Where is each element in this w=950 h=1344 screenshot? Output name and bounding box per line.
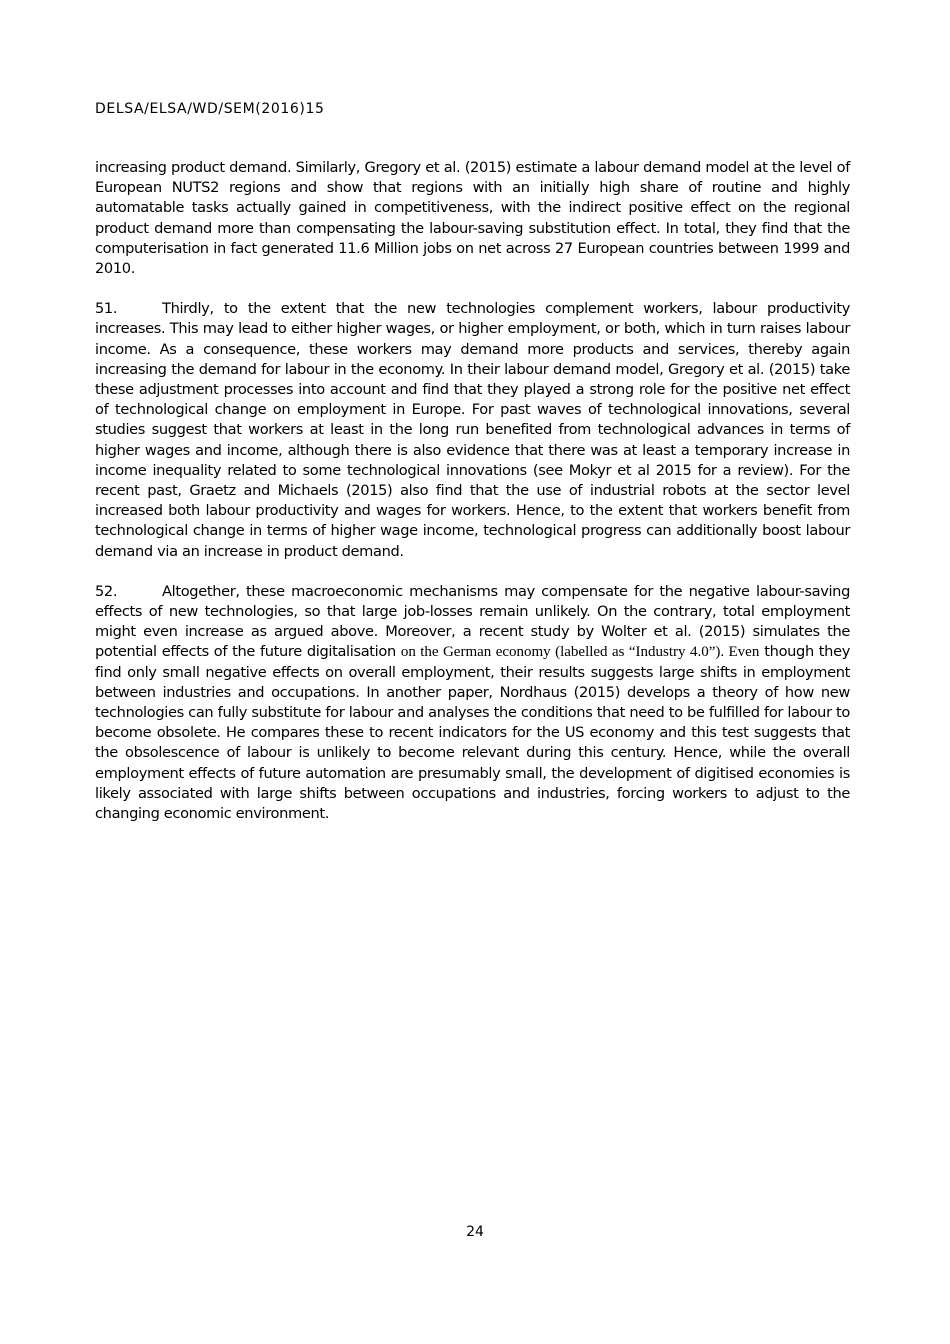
paragraph-text-serif: on the German economy (labelled as “Industry 4.0”). Even	[400, 644, 760, 661]
paragraph-51	[95, 299, 850, 562]
paragraph-text: Thirdly, to the extent that the new technologies complement workers, labour productivity increases. This may lead to either higher wages, or higher employment, or both, which in turn raises labour income. As a consequence, these workers may demand more products and services, thereby again increasing the demand for labour in the economy. In their labour demand model, Gregory et al. (2015) take these adjustment processes into account and find that they played a strong role for the positive net effect of technological change on employment in Europe. For past waves of technological innovations, several studies suggest that workers at least in the long run benefited from technological advances in terms of higher wages and income, although there is also evidence that there was at least a temporary increase in income inequality related to some technological innovations (see Mokyr et al 2015 for a review). For the recent past, Graetz and Michaels (2015) also find that the use of industrial robots at the sector level increased both labour productivity and wages for workers. Hence, to the extent that workers benefit from technological change in terms of higher wage income, technological progress can additionally boost labour demand via an increase in product demand.	[95, 300, 850, 560]
paragraph-continued	[95, 158, 850, 279]
document-body	[95, 158, 850, 844]
paragraph-52	[95, 582, 850, 824]
document-id-header: DELSA/ELSA/WD/SEM(2016)15	[95, 101, 325, 117]
page-number: 24	[466, 1224, 484, 1240]
paragraph-number: 51.	[95, 300, 118, 318]
paragraph-number: 52.	[95, 582, 118, 600]
paragraph-text-part-1: Altogether, these macroeconomic mechanisms may compensate for the negative labour-saving effects of new technologies, so that large job-losses remain unlikely. On the contrary, total employment might even increase as argued above. Moreover, a recent study by Wolter et al. (2015) simulates the potential effects of the future digitalisation	[95, 582, 850, 661]
paragraph-text-part-3: though they find only small negative effects on overall employment, their results suggests large shifts in employment between industries and occupations. In another paper, Nordhaus (2015) develops a theory of how new technologies can fully substitute for labour and analyses the conditions that need to be fulfilled for labour to become obsolete. He compares these to recent indicators for the US economy and this test suggests that the obsolescence of labour is unlikely to become relevant during this century. Hence, while the overall employment effects of future automation are presumably small, the development of digitised economies is likely associated with large shifts between occupations and industries, forcing workers to adjust to the changing economic environment.	[95, 643, 850, 823]
paragraph-text: increasing product demand. Similarly, Gregory et al. (2015) estimate a labour demand model at the level of European NUTS2 regions and show that regions with an initially high share of routine and highly automatable tasks actually gained in competitiveness, with the indirect positive effect on the regional product demand more than compensating the labour-saving substitution effect. In total, they find that the computerisation in fact generated 11.6 Million jobs on net across 27 European countries between 1999 and 2010.	[95, 159, 850, 278]
